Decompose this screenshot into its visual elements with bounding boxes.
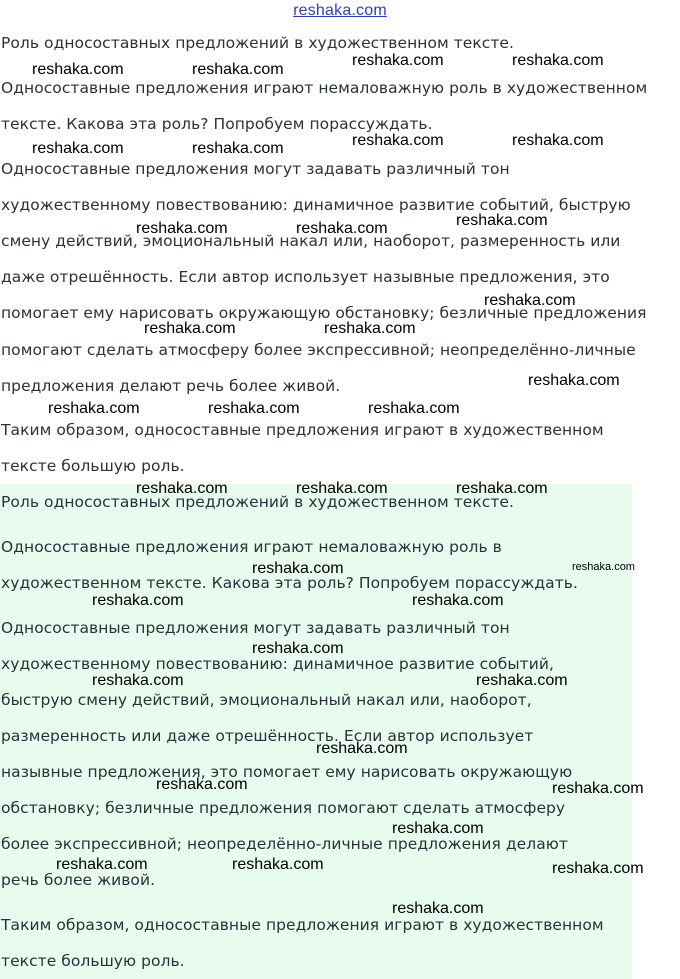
watermark: reshaka.com [352, 52, 444, 69]
watermark: reshaka.com [552, 780, 644, 797]
watermark: reshaka.com [252, 640, 344, 657]
essay-2-line: Односоставные предложения играют немаловажную роль в [1, 538, 502, 556]
watermark: reshaka.com [392, 820, 484, 837]
essay-1-line: предложения делают речь более живой. [1, 377, 341, 395]
watermark: reshaka.com [324, 320, 416, 337]
watermark: reshaka.com [192, 140, 284, 157]
watermark: reshaka.com [192, 61, 284, 78]
essay-2-line: художественном тексте. Какова эта роль? Попробуем порассуждать. [1, 574, 578, 592]
essay-1-line: даже отрешённость. Если автор использует назывные предложения, это [1, 268, 610, 286]
watermark: reshaka.com [144, 320, 236, 337]
essay-2-line: Таким образом, односоставные предложения играют в художественном [1, 916, 604, 934]
watermark: reshaka.com [512, 52, 604, 69]
essay-1-line: тексте большую роль. [1, 457, 185, 475]
essay-1-title: Роль односоставных предложений в художественном тексте. [1, 34, 514, 52]
essay-1-line: Односоставные предложения играют немаловажную роль в художественном [1, 79, 648, 97]
essay-1-line: Таким образом, односоставные предложения играют в художественном [1, 421, 604, 439]
watermark: reshaka.com [316, 740, 408, 757]
essay-2-line: размеренность или даже отрешённость. Если автор использует [1, 727, 534, 745]
essay-2-line: тексте большую роль. [1, 952, 185, 970]
watermark: reshaka.com [252, 560, 344, 577]
watermark: reshaka.com [412, 592, 504, 609]
watermark: reshaka.com [368, 400, 460, 417]
essay-1-line: художественному повествованию: динамичное развитие событий, быструю [1, 196, 631, 214]
watermark: reshaka.com [156, 776, 248, 793]
watermark: reshaka.com [476, 672, 568, 689]
essay-2-line: речь более живой. [1, 871, 156, 889]
watermark: reshaka.com [552, 860, 644, 877]
watermark: reshaka.com [136, 480, 228, 497]
watermark: reshaka.com [484, 292, 576, 309]
essay-2-line: художественному повествованию: динамичное развитие событий, [1, 655, 554, 673]
site-link[interactable]: reshaka.com [293, 2, 387, 19]
watermark: reshaka.com [512, 132, 604, 149]
watermark: reshaka.com [528, 372, 620, 389]
watermark: reshaka.com [352, 132, 444, 149]
watermark: reshaka.com [232, 856, 324, 873]
watermark: reshaka.com [32, 61, 124, 78]
watermark: reshaka.com [296, 480, 388, 497]
watermark: reshaka.com [392, 900, 484, 917]
essay-2-title: Роль односоставных предложений в художественном тексте. [1, 493, 514, 511]
essay-1-line: помогает ему нарисовать окружающую обстановку; безличные предложения [1, 304, 647, 322]
essay-2-line: назывные предложения, это помогает ему нарисовать окружающую [1, 763, 573, 781]
watermark: reshaka.com [48, 400, 140, 417]
essay-1-line: Односоставные предложения могут задавать различный тон [1, 160, 510, 178]
essay-1-line: смену действий, эмоциональный накал или, наоборот, размеренность или [1, 232, 621, 250]
watermark: reshaka.com [456, 480, 548, 497]
watermark: reshaka.com [92, 592, 184, 609]
essay-1-line: помогают сделать атмосферу более экспрессивной; неопределённо-личные [1, 341, 636, 359]
watermark: reshaka.com [136, 220, 228, 237]
watermark: reshaka.com [296, 220, 388, 237]
essay-2-line: более экспрессивной; неопределённо-личные предложения делают [1, 835, 568, 853]
watermark: reshaka.com [208, 400, 300, 417]
watermark: reshaka.com [56, 856, 148, 873]
watermark: reshaka.com [92, 672, 184, 689]
essay-2-line: Односоставные предложения могут задавать различный тон [1, 619, 510, 637]
watermark: reshaka.com [32, 140, 124, 157]
essay-2-line: обстановку; безличные предложения помогают сделать атмосферу [1, 799, 566, 817]
watermark: reshaka.com [572, 561, 635, 573]
essay-2-line: быструю смену действий, эмоциональный накал или, наоборот, [1, 691, 532, 709]
watermark: reshaka.com [456, 212, 548, 229]
essay-1-line: тексте. Какова эта роль? Попробуем порассуждать. [1, 115, 433, 133]
